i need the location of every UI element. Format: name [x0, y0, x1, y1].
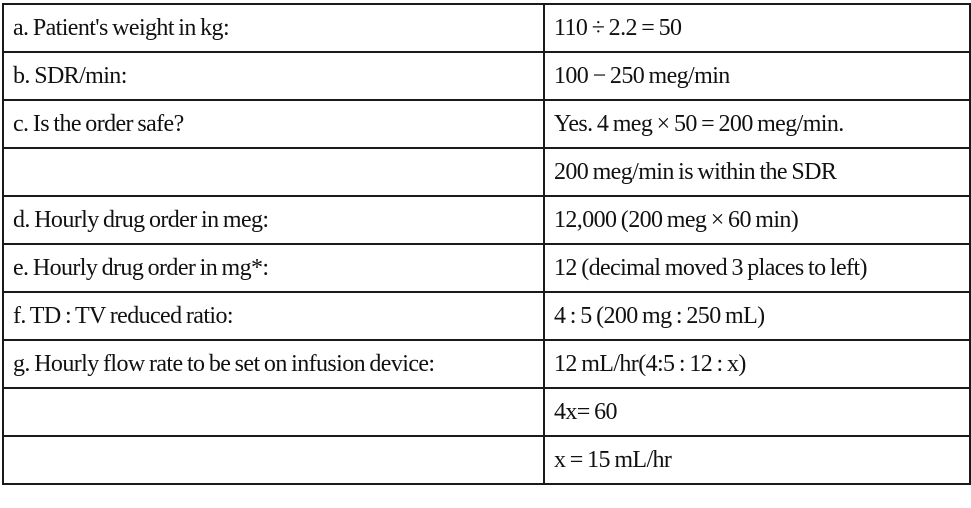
step-value: 4x= 60 — [544, 388, 970, 436]
step-value: 4 : 5 (200 mg : 250 mL) — [544, 292, 970, 340]
step-value: 12 (decimal moved 3 places to left) — [544, 244, 970, 292]
step-label: a. Patient's weight in kg: — [3, 4, 544, 52]
table-row — [3, 244, 970, 292]
step-label — [3, 148, 544, 196]
step-value: 12 mL/hr(4:5 : 12 : x) — [544, 340, 970, 388]
step-value: 110 ÷ 2.2 = 50 — [544, 4, 970, 52]
table-row — [3, 388, 970, 436]
table-row — [3, 340, 970, 388]
table-row — [3, 196, 970, 244]
table-row — [3, 436, 970, 484]
step-label: g. Hourly flow rate to be set on infusion device: — [3, 340, 544, 388]
step-label: b. SDR/min: — [3, 52, 544, 100]
step-label — [3, 436, 544, 484]
step-label: d. Hourly drug order in meg: — [3, 196, 544, 244]
table-row — [3, 4, 970, 52]
step-label: f. TD : TV reduced ratio: — [3, 292, 544, 340]
step-value: Yes. 4 meg × 50 = 200 meg/min. — [544, 100, 970, 148]
table-row — [3, 100, 970, 148]
step-value: 12,000 (200 meg × 60 min) — [544, 196, 970, 244]
table-row — [3, 148, 970, 196]
step-label: e. Hourly drug order in mg*: — [3, 244, 544, 292]
table-row — [3, 52, 970, 100]
step-label — [3, 388, 544, 436]
step-value: 100 − 250 meg/min — [544, 52, 970, 100]
dosage-calculation-table — [2, 3, 971, 485]
step-value: 200 meg/min is within the SDR — [544, 148, 970, 196]
step-label: c. Is the order safe? — [3, 100, 544, 148]
step-value: x = 15 mL/hr — [544, 436, 970, 484]
table-row — [3, 292, 970, 340]
